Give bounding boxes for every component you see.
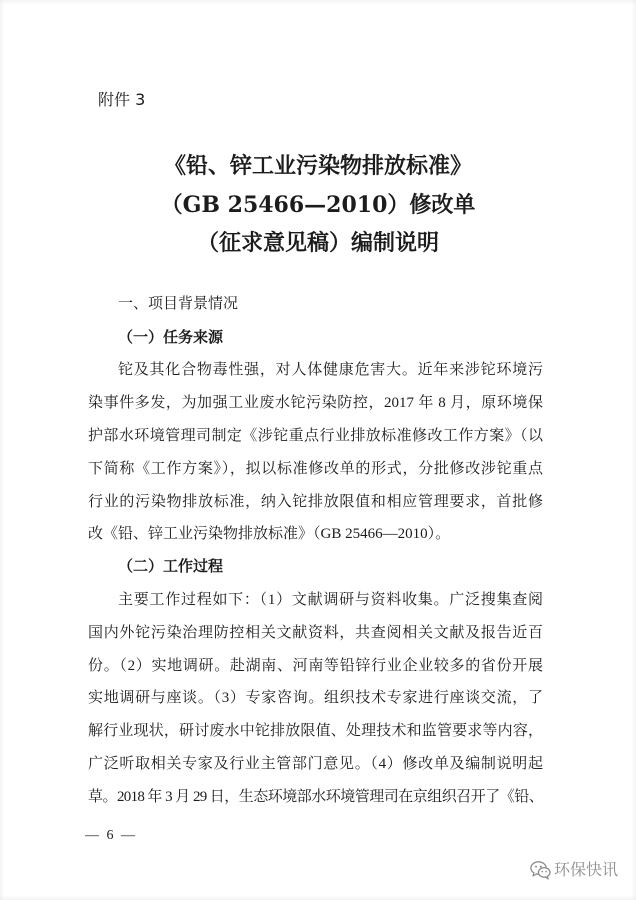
paragraph-line: 国内外铊污染治理防控相关文献资料，共查阅相关文献及报告近百 xyxy=(88,624,543,641)
paragraph-line: 份。（2）实地调研。赴湖南、河南等铅锌行业企业较多的省份开展 xyxy=(88,657,543,674)
title-line-2: （GB 25466—2010）修改单 xyxy=(160,192,476,218)
paragraph-line: 广泛听取相关专家及行业主管部门意见。（4）修改单及编制说明起 xyxy=(88,755,543,772)
paragraph-line: 解行业现状，研讨废水中铊排放限值、处理技术和监管要求等内容， xyxy=(88,723,543,740)
subsection-heading-work-process: （二）工作过程 xyxy=(118,559,224,576)
paragraph-line: 主要工作过程如下：（1）文献调研与资料收集。广泛搜集查阅 xyxy=(118,591,543,608)
attachment-label: 附件 3 xyxy=(98,90,146,109)
paragraph-line: 铊及其化合物毒性强，对人体健康危害大。近年来涉铊环境污 xyxy=(118,362,543,379)
paragraph-line: 下简称《工作方案》），拟以标准修改单的形式，分批修改涉铊重点 xyxy=(88,460,543,477)
title-line-3: （征求意见稿）编制说明 xyxy=(196,230,439,256)
paragraph-line: 实地调研与座谈。（3）专家咨询。组织技术专家进行座谈交流，了 xyxy=(88,690,543,707)
wechat-icon xyxy=(530,860,551,880)
watermark-text: 环保快讯 xyxy=(554,860,619,879)
paragraph-line: 草。2018 年 3 月 29 日，生态环境部水环境管理司在京组织召开了《铅、 xyxy=(88,788,543,805)
section-heading-background: 一、项目背景情况 xyxy=(118,294,239,312)
watermark xyxy=(530,858,618,882)
title-line-1: 《铅、锌工业污染物排放标准》 xyxy=(163,153,472,179)
paragraph-line: 护部水环境管理司制定《涉铊重点行业排放标准修改工作方案》（以 xyxy=(88,427,543,444)
paragraph-line: 改《铅、锌工业污染物排放标准》（GB 25466—2010）。 xyxy=(88,526,451,543)
paragraph-line: 行业的污染物排放标准，纳入铊排放限值和相应管理要求，首批修 xyxy=(88,493,543,510)
paragraph-line: 染事件多发，为加强工业废水铊污染防控，2017 年 8 月，原环境保 xyxy=(88,395,543,412)
body-text xyxy=(88,322,543,814)
page-number: — 6 — xyxy=(85,828,137,843)
subsection-heading-task-source: （一）任务来源 xyxy=(118,329,224,346)
